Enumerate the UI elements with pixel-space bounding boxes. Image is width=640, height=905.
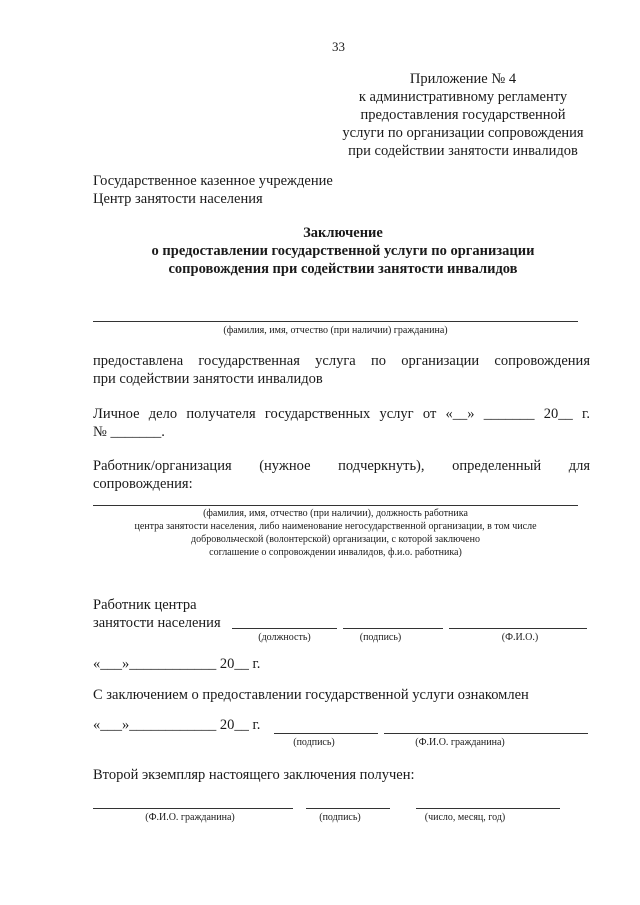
position-line[interactable] bbox=[232, 628, 337, 629]
worker-fill-line[interactable] bbox=[93, 505, 578, 506]
worker-line: сопровождения: bbox=[93, 476, 193, 492]
position-caption: (должность) bbox=[258, 632, 311, 643]
org-line: Государственное казенное учреждение bbox=[93, 173, 333, 189]
personal-file-number: № _______. bbox=[93, 424, 165, 440]
citizen-signature-line[interactable] bbox=[274, 733, 378, 734]
receiver-name-caption: (Ф.И.О. гражданина) bbox=[145, 812, 235, 823]
worker-line: Работник/организация (нужное подчеркнуть), определенный для bbox=[93, 458, 590, 474]
organization bbox=[93, 172, 333, 208]
signature-caption: (подпись) bbox=[359, 632, 402, 643]
worker-caption bbox=[93, 507, 578, 559]
acquainted-text: С заключением о предоставлении государственной услуги ознакомлен bbox=[93, 687, 529, 703]
center-worker-label bbox=[93, 596, 221, 632]
receiver-signature-caption: (подпись) bbox=[319, 812, 361, 823]
title-line: о предоставлении государственной услуги по организации bbox=[151, 243, 535, 259]
title-line: Заключение bbox=[303, 225, 383, 241]
appendix-line: Приложение № 4 bbox=[409, 71, 517, 87]
personal-file-line: Личное дело получателя государственных услуг от «__» _______ 20__ г. bbox=[93, 406, 590, 422]
citizen-caption: (фамилия, имя, отчество (при наличии) гражданина) bbox=[223, 325, 448, 336]
org-line: Центр занятости населения bbox=[93, 191, 263, 207]
center-worker-line: Работник центра bbox=[93, 597, 197, 613]
service-line: при содействии занятости инвалидов bbox=[93, 371, 323, 387]
full-name-line[interactable] bbox=[449, 628, 587, 629]
center-worker-line: занятости населения bbox=[93, 615, 221, 631]
worker-caption-line: (фамилия, имя, отчество (при наличии), должность работника bbox=[203, 508, 468, 519]
title-line: сопровождения при содействии занятости инвалидов bbox=[168, 261, 518, 277]
document-title bbox=[93, 224, 593, 278]
citizen-fullname-line[interactable] bbox=[384, 733, 588, 734]
worker-caption-line: центра занятости населения, либо наименование негосударственной организации, в том числе bbox=[134, 521, 537, 532]
worker-text bbox=[93, 457, 590, 493]
date-line-1: «___»____________ 20__ г. bbox=[93, 656, 261, 672]
second-copy-text: Второй экземпляр настоящего заключения получен: bbox=[93, 767, 415, 783]
citizen-name-line[interactable] bbox=[93, 321, 578, 322]
receiver-signature-line[interactable] bbox=[306, 808, 390, 809]
receiver-date-line[interactable] bbox=[416, 808, 560, 809]
worker-caption-line: соглашение о сопровождении инвалидов, ф.и.о. работника) bbox=[209, 547, 462, 558]
citizen-fullname-caption: (Ф.И.О. гражданина) bbox=[415, 737, 505, 748]
page-number: 33 bbox=[332, 39, 345, 54]
receiver-date-caption: (число, месяц, год) bbox=[424, 812, 506, 823]
appendix-line: к административному регламенту bbox=[358, 89, 568, 105]
appendix-line: услуги по организации сопровождения bbox=[342, 125, 584, 141]
service-text bbox=[93, 352, 590, 388]
appendix-line: при содействии занятости инвалидов bbox=[348, 143, 578, 159]
date-line-2: «___»____________ 20__ г. bbox=[93, 717, 261, 733]
citizen-signature-caption: (подпись) bbox=[293, 737, 335, 748]
receiver-name-line[interactable] bbox=[93, 808, 293, 809]
appendix-block bbox=[338, 70, 588, 160]
signature-line[interactable] bbox=[343, 628, 443, 629]
service-line: предоставлена государственная услуга по организации сопровождения bbox=[93, 353, 590, 369]
full-name-caption: (Ф.И.О.) bbox=[501, 632, 539, 643]
worker-caption-line: добровольческой (волонтерской) организации, с которой заключено bbox=[191, 534, 480, 545]
personal-file bbox=[93, 405, 590, 441]
appendix-line: предоставления государственной bbox=[360, 107, 566, 123]
